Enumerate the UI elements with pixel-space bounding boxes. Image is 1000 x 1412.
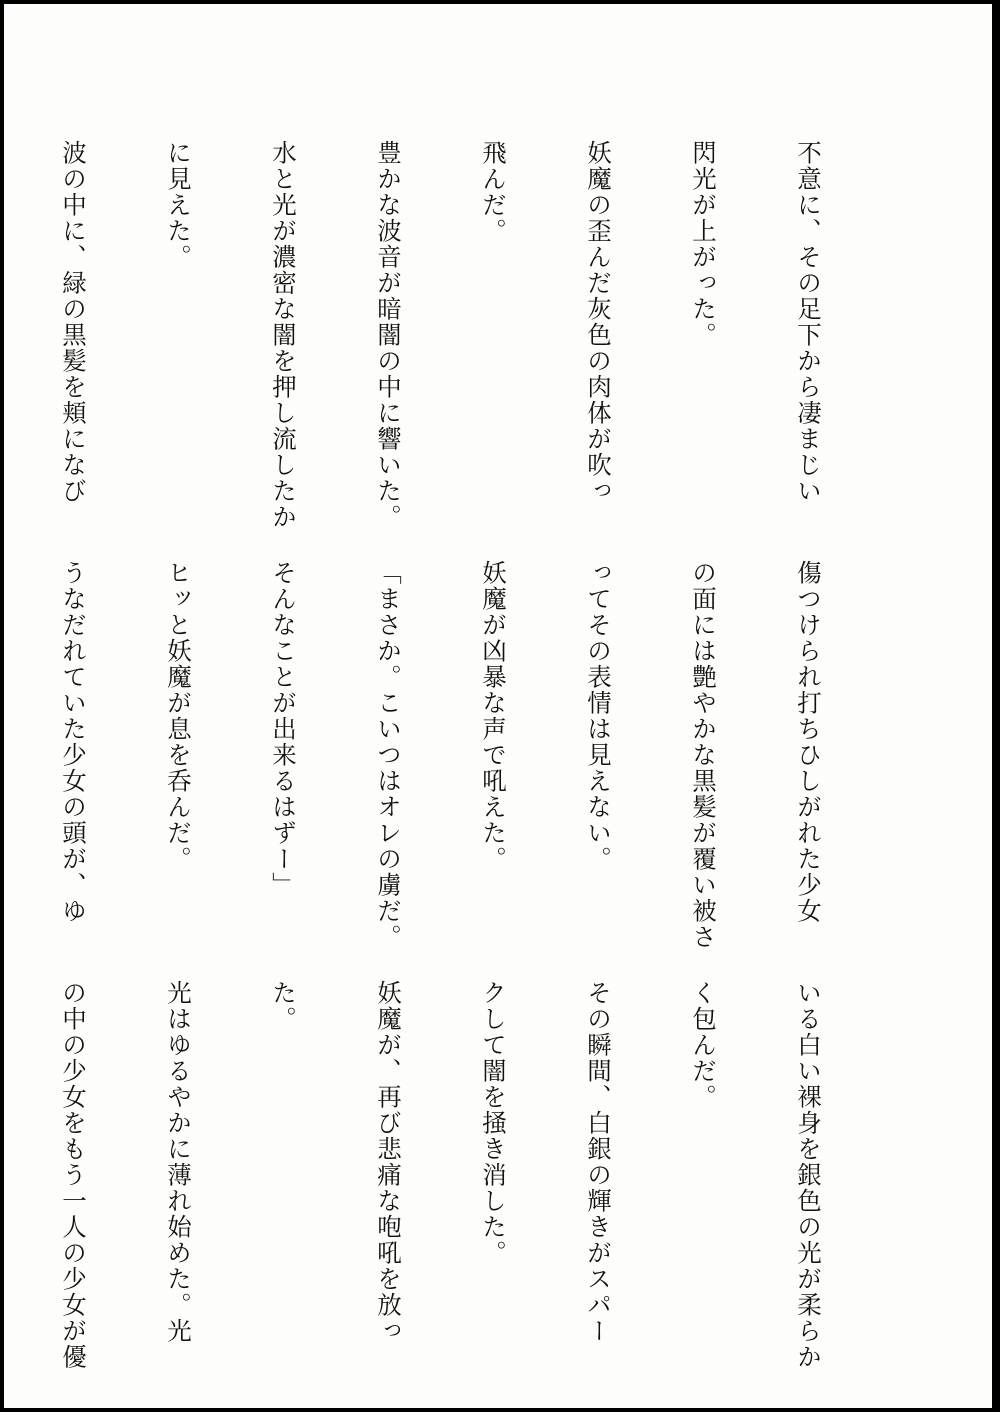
text-line: 妖魔が凶暴な声で吼えた。 [479, 560, 508, 872]
text-line: 閃光が上がった。 [689, 140, 718, 348]
text-line: クして闇を掻き消した。 [479, 980, 508, 1266]
text-line: の面には艶やかな黒髪が覆い被さ [689, 560, 718, 950]
text-line: 不意に、その足下から凄まじい [794, 140, 823, 504]
text-block-middle [4, 560, 896, 960]
text-line: 光はゆるやかに薄れ始めた。光 [164, 980, 193, 1344]
novel-page [4, 4, 992, 1408]
text-line: ってその表情は見えない。 [584, 560, 613, 872]
text-line: うなだれていた少女の頭が、ゆ [59, 560, 88, 924]
text-line: 波の中に、緑の黒髪を頬になび [59, 140, 88, 504]
text-line: そんなことが出来るはずー」 [269, 560, 298, 898]
text-block-upper [4, 140, 896, 540]
text-block-lower [4, 980, 896, 1380]
text-line: その瞬間、白銀の輝きがスパー [584, 980, 613, 1344]
text-line: の中の少女をもう一人の少女が優 [59, 980, 88, 1370]
text-line: いる白い裸身を銀色の光が柔らか [794, 980, 823, 1370]
text-line: 飛んだ。 [479, 140, 508, 244]
text-line: 妖魔の歪んだ灰色の肉体が吹っ [584, 140, 613, 504]
text-line: 妖魔が、再び悲痛な咆吼を放っ [374, 980, 403, 1344]
text-line: 豊かな波音が暗闇の中に響いた。 [374, 140, 403, 530]
text-line: ヒッと妖魔が息を呑んだ。 [164, 560, 193, 872]
text-line: た。 [269, 980, 298, 1032]
text-line: に見えた。 [164, 140, 193, 270]
text-line: く包んだ。 [689, 980, 718, 1110]
text-line: 水と光が濃密な闇を押し流したか [269, 140, 298, 530]
text-line: 「まさか。こいつはオレの虜だ。 [374, 560, 403, 950]
text-line: 傷つけられ打ちひしがれた少女 [794, 560, 823, 924]
